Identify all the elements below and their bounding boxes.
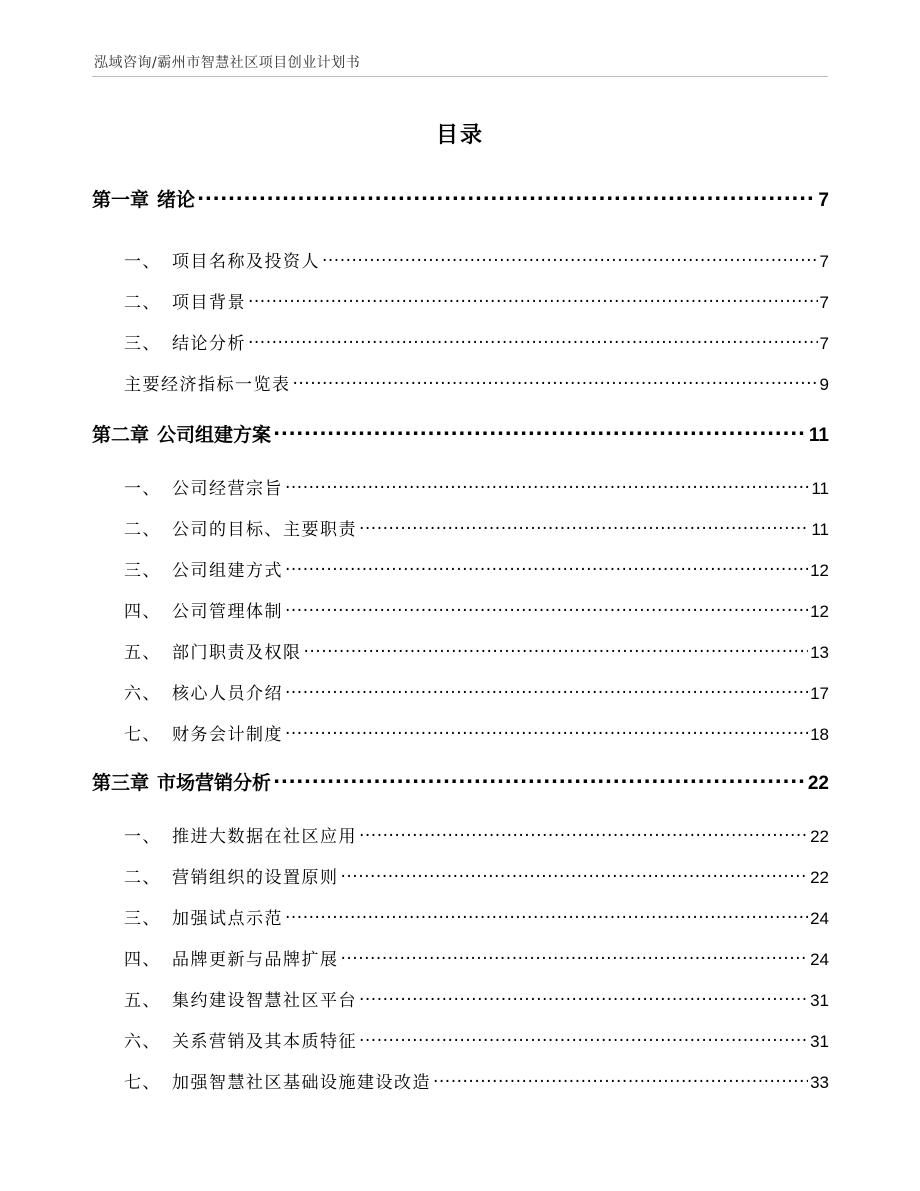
page-number: 18 [810, 725, 829, 744]
page-number: 11 [811, 520, 829, 539]
dot-leader [359, 518, 809, 535]
toc-section-entry[interactable] [92, 679, 829, 704]
toc-section-entry[interactable] [92, 515, 829, 540]
page-number: 13 [810, 643, 829, 662]
chapter-number: 第一章 [92, 189, 150, 211]
section-number: 二、 [124, 293, 161, 313]
page-number: 7 [819, 293, 829, 312]
page-number: 31 [810, 991, 829, 1010]
toc-section-entry[interactable] [92, 945, 829, 970]
section-title: 关系营销及其本质特征 [172, 1032, 357, 1052]
page-number: 22 [810, 827, 829, 846]
section-number: 七、 [124, 725, 161, 745]
section-number: 四、 [124, 950, 161, 970]
chapter-number: 第三章 [92, 772, 150, 794]
toc-section-entry[interactable] [92, 638, 829, 663]
toc-chapter-entry[interactable] [92, 420, 829, 447]
toc-sub-entry[interactable] [92, 370, 829, 395]
section-title: 公司的目标、主要职责 [172, 520, 357, 540]
section-number: 一、 [124, 827, 161, 847]
section-number: 一、 [124, 252, 161, 272]
section-title: 公司管理体制 [172, 602, 283, 622]
toc-section-entry[interactable] [92, 329, 829, 354]
toc-section-entry[interactable] [92, 863, 829, 888]
dot-leader [293, 373, 818, 390]
section-number: 六、 [124, 1032, 161, 1052]
page-number: 11 [808, 425, 829, 446]
dot-leader [341, 948, 809, 965]
toc-section-entry[interactable] [92, 556, 829, 581]
dot-leader [197, 187, 816, 206]
section-number: 六、 [124, 684, 161, 704]
page-number: 9 [819, 375, 829, 394]
section-title: 品牌更新与品牌扩展 [172, 950, 339, 970]
page-number: 31 [810, 1032, 829, 1051]
dot-leader [285, 682, 808, 699]
page-number: 22 [810, 868, 829, 887]
section-number: 五、 [124, 643, 161, 663]
toc-title: 目录 [435, 123, 484, 148]
chapter-title: 绪论 [157, 189, 196, 211]
page-number: 12 [810, 602, 829, 621]
sub-entry-title: 主要经济指标一览表 [124, 375, 291, 395]
dot-leader [285, 907, 808, 924]
page-number: 12 [810, 561, 829, 580]
page-number: 22 [807, 773, 829, 794]
table-of-contents [92, 0, 829, 1191]
section-number: 三、 [124, 909, 161, 929]
section-title: 加强智慧社区基础设施建设改造 [172, 1073, 431, 1093]
toc-section-entry[interactable] [92, 597, 829, 622]
page-number: 24 [810, 909, 829, 928]
toc-section-entry[interactable] [92, 986, 829, 1011]
page-number: 33 [810, 1073, 829, 1092]
page-number: 7 [818, 190, 829, 211]
toc-section-entry[interactable] [92, 822, 829, 847]
section-number: 三、 [124, 561, 161, 581]
section-title: 公司经营宗旨 [172, 479, 283, 499]
section-title: 集约建设智慧社区平台 [172, 991, 357, 1011]
section-number: 五、 [124, 991, 161, 1011]
dot-leader [273, 422, 807, 441]
section-number: 七、 [124, 1073, 161, 1093]
running-header: 泓域咨询/霸州市智慧社区项目创业计划书 [94, 55, 361, 71]
chapter-title: 公司组建方案 [157, 424, 272, 446]
dot-leader [285, 600, 808, 617]
dot-leader [433, 1071, 808, 1088]
section-title: 项目背景 [172, 293, 246, 313]
toc-chapter-entry[interactable] [92, 185, 829, 212]
dot-leader [248, 332, 818, 349]
toc-section-entry[interactable] [92, 720, 829, 745]
page-number: 7 [819, 252, 829, 271]
section-title: 项目名称及投资人 [172, 252, 320, 272]
dot-leader [285, 723, 808, 740]
section-title: 财务会计制度 [172, 725, 283, 745]
page-number: 7 [819, 334, 829, 353]
section-title: 推进大数据在社区应用 [172, 827, 357, 847]
section-title: 核心人员介绍 [172, 684, 283, 704]
dot-leader [304, 641, 809, 658]
section-title: 结论分析 [172, 334, 246, 354]
dot-leader [322, 250, 818, 267]
page-number: 11 [811, 479, 829, 498]
toc-section-entry[interactable] [92, 904, 829, 929]
chapter-number: 第二章 [92, 424, 150, 446]
section-number: 一、 [124, 479, 161, 499]
dot-leader [359, 989, 808, 1006]
dot-leader [273, 770, 806, 789]
section-number: 二、 [124, 868, 161, 888]
toc-section-entry[interactable] [92, 1027, 829, 1052]
dot-leader [285, 559, 808, 576]
page-number: 17 [810, 684, 829, 703]
chapter-title: 市场营销分析 [157, 772, 272, 794]
section-number: 三、 [124, 334, 161, 354]
dot-leader [359, 825, 808, 842]
section-title: 部门职责及权限 [172, 643, 302, 663]
section-number: 二、 [124, 520, 161, 540]
toc-section-entry[interactable] [92, 1068, 829, 1093]
toc-section-entry[interactable] [92, 247, 829, 272]
dot-leader [248, 291, 818, 308]
toc-section-entry[interactable] [92, 474, 829, 499]
dot-leader [359, 1030, 808, 1047]
section-title: 营销组织的设置原则 [172, 868, 339, 888]
toc-section-entry[interactable] [92, 288, 829, 313]
section-number: 四、 [124, 602, 161, 622]
dot-leader [341, 866, 809, 883]
section-title: 加强试点示范 [172, 909, 283, 929]
section-title: 公司组建方式 [172, 561, 283, 581]
page-number: 24 [810, 950, 829, 969]
dot-leader [285, 477, 809, 494]
toc-chapter-entry[interactable] [92, 768, 829, 795]
